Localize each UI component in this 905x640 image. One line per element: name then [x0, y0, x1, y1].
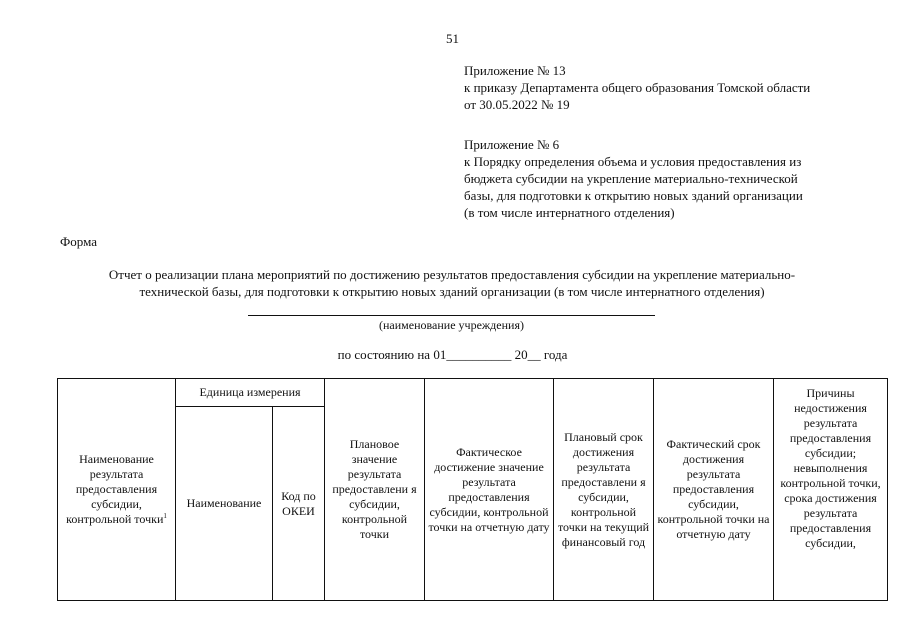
- report-title-line: Отчет о реализации плана мероприятий по достижению результатов предоставления субсидии на укрепление материально-: [108, 267, 796, 282]
- appendix-13-block: [464, 62, 844, 113]
- appendix-13-line: от 30.05.2022 № 19: [464, 97, 570, 112]
- header-planned-value: Плановое значение результата предоставлени я субсидии, контрольной точки: [325, 379, 425, 601]
- appendix-6-title: Приложение № 6: [464, 137, 560, 152]
- institution-caption: (наименование учреждения): [379, 318, 524, 332]
- as-of-date-line: по состоянию на 01__________ 20__ года: [337, 347, 568, 362]
- footnote-marker: 1: [163, 512, 167, 520]
- header-unit-group: Единица измерения: [176, 379, 325, 407]
- page-number: 51: [446, 31, 459, 46]
- form-label: Форма: [60, 234, 97, 249]
- appendix-6-line: к Порядку определения объема и условия предоставления из: [464, 154, 802, 169]
- appendix-6-block: [464, 136, 844, 221]
- header-planned-deadline: Плановый срок достижения результата предоставлени я субсидии, контрольной точки на текущий финансовый год: [554, 379, 654, 601]
- appendix-6-line: бюджета субсидии на укрепление материально-технической: [464, 171, 798, 186]
- header-actual-value: Фактическое достижение значение результата предоставления субсидии, контрольной точки на отчетную дату: [425, 379, 554, 601]
- header-unit-name: Наименование: [176, 407, 273, 601]
- report-title-line: технической базы, для подготовки к открытию новых зданий организации (в том числе интернатного отделения): [139, 284, 765, 299]
- header-unit-code: Код по ОКЕИ: [273, 407, 325, 601]
- header-actual-deadline: Фактический срок достижения результата предоставления субсидии, контрольной точки на отчетную дату: [654, 379, 774, 601]
- report-table: [57, 378, 888, 601]
- header-result-name: Наименование результата предоставления субсидии, контрольной точки$^1$: [58, 379, 176, 601]
- appendix-13-line: к приказу Департамента общего образования Томской области: [464, 80, 811, 95]
- institution-underline: [248, 315, 655, 316]
- appendix-6-line: (в том числе интернатного отделения): [464, 205, 675, 220]
- report-title: [60, 266, 844, 300]
- appendix-13-title: Приложение № 13: [464, 63, 566, 78]
- appendix-6-line: базы, для подготовки к открытию новых зданий организации: [464, 188, 803, 203]
- header-reasons: Причины недостижения результата предоставления субсидии; невыполнения контрольной точки, срока достижения результата предоставления субсидии,: [774, 379, 888, 601]
